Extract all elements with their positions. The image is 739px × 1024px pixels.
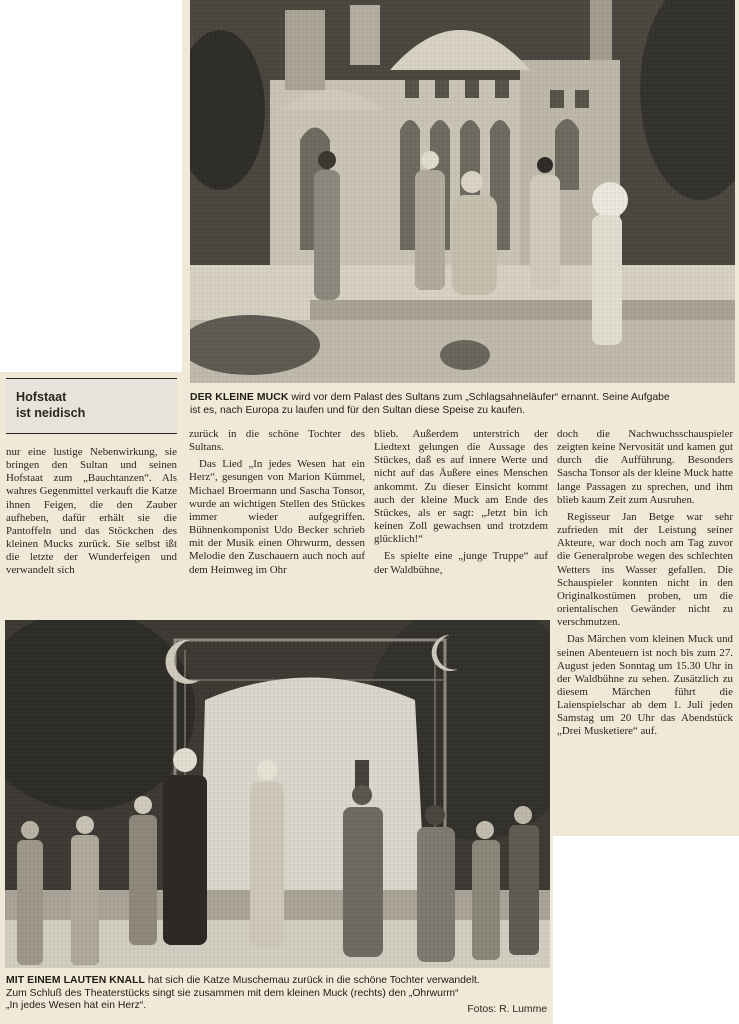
stage-cast-photo (5, 620, 550, 968)
headline-line1: Hofstaat (16, 390, 67, 404)
article-headline (6, 378, 177, 434)
col4-paragraph-1: doch die Nachwuchsschauspieler zeigten keine Nervosität und kamen gut durch die Aufführung. Besonders Sascha Tonsor als der kleine Muck hatte lange Passagen zu sprechen, und ihm blieb kaum Zeit zum Ausruhen. (557, 428, 733, 506)
top-photo-caption (190, 392, 738, 417)
col4-paragraph-2: Regisseur Jan Betge war sehr zufrieden mit der Leistung seiner Akteure, war doch noch am Tag zuvor die Generalprobe wegen des schlechten Wetters ins Wasser gefallen. Die Schauspieler konnten nicht in den Originalkostümen proben, um die orientalischen Gewänder nicht zu verschmutzen. (557, 510, 733, 629)
caption-bottom-line2: Zum Schluß des Theaterstücks singt sie zusammen mit dem kleinen Muck (rechts) den „Ohrwurm“ (6, 987, 459, 999)
caption-top-line2: ist es, nach Europa zu laufen und für den Sultan diese Speise zu kaufen. (190, 404, 526, 416)
col3-paragraph-2: Es spielte eine „junge Truppe“ auf der Waldbühne, (374, 550, 548, 576)
text-column-1 (6, 446, 177, 582)
text-column-3 (374, 428, 548, 581)
col2-paragraph-2: Das Lied „In jedes Wesen hat ein Herz“, gesungen von Marion Kümmel, Michael Broermann und Sascha Tonsor, wurde an wichtigen Stellen des Stückes immer wieder aufgegriffen. Bühnenkomponist Udo Becker schrieb mit der Musik einen Ohrwurm, dessen Melodie den Zuschauern auch noch auf dem Heimweg im Ohr (189, 458, 365, 576)
palace-photo (190, 0, 735, 383)
col3-paragraph-1: blieb. Außerdem unterstrich der Liedtext gelungen die Aussage des Stückes, daß es auf innere Werte und nicht auf das Äußere eines Menschen ankommt. Zu dieser Einsicht kommt auch der kleine Muck am Ende des Stückes, als er sagt: „Jetzt bin ich keinen Zoll gewachsen und trotzdem glücklich!“ (374, 428, 548, 546)
headline-line2: ist neidisch (16, 406, 86, 420)
col2-paragraph-1: zurück in die schöne Tochter des Sultans. (189, 428, 365, 454)
photo-credit: Fotos: R. Lumme (467, 1004, 547, 1015)
caption-top-line1: wird vor dem Palast des Sultans zum „Schlagsahneläufer“ ernannt. Seine Aufgabe (288, 392, 670, 403)
text-column-2 (189, 428, 365, 581)
caption-bottom-line3: „In jedes Wesen hat ein Herz“. (6, 1000, 147, 1012)
col1-paragraph: nur eine lustige Nebenwirkung, sie bringen den Sultan und seinen Hofstaat zum „Bauchtanzen“. Als wahres Gegenmittel verkauft die Katze ihnen Feigen, die den Zauber aufheben, dafür erhält sie die Pantoffeln und das Stöckchen des kleinen Mucks zurück. Sie selbst ißt die letzte der Wunderfeigen und verwandelt sich (6, 446, 177, 577)
caption-bottom-line1: hat sich die Katze Muschemau zurück in die schöne Tochter verwandelt. (145, 975, 480, 986)
caption-bottom-lead: MIT EINEM LAUTEN KNALL (6, 975, 145, 986)
caption-top-lead: DER KLEINE MUCK (190, 392, 289, 403)
text-column-4 (557, 428, 733, 743)
col4-paragraph-3: Das Märchen vom kleinen Muck und seinen Abenteuern ist noch bis zum 27. August jeden Sonntag um 15.30 Uhr in der Waldbühne zu sehen. Zusätzlich zu diesem Märchen führt die Laienspielschar ab dem 1. Juli jeden Samstag um 20 Uhr das Abendstück „Drei Musketiere“ auf. (557, 633, 733, 738)
